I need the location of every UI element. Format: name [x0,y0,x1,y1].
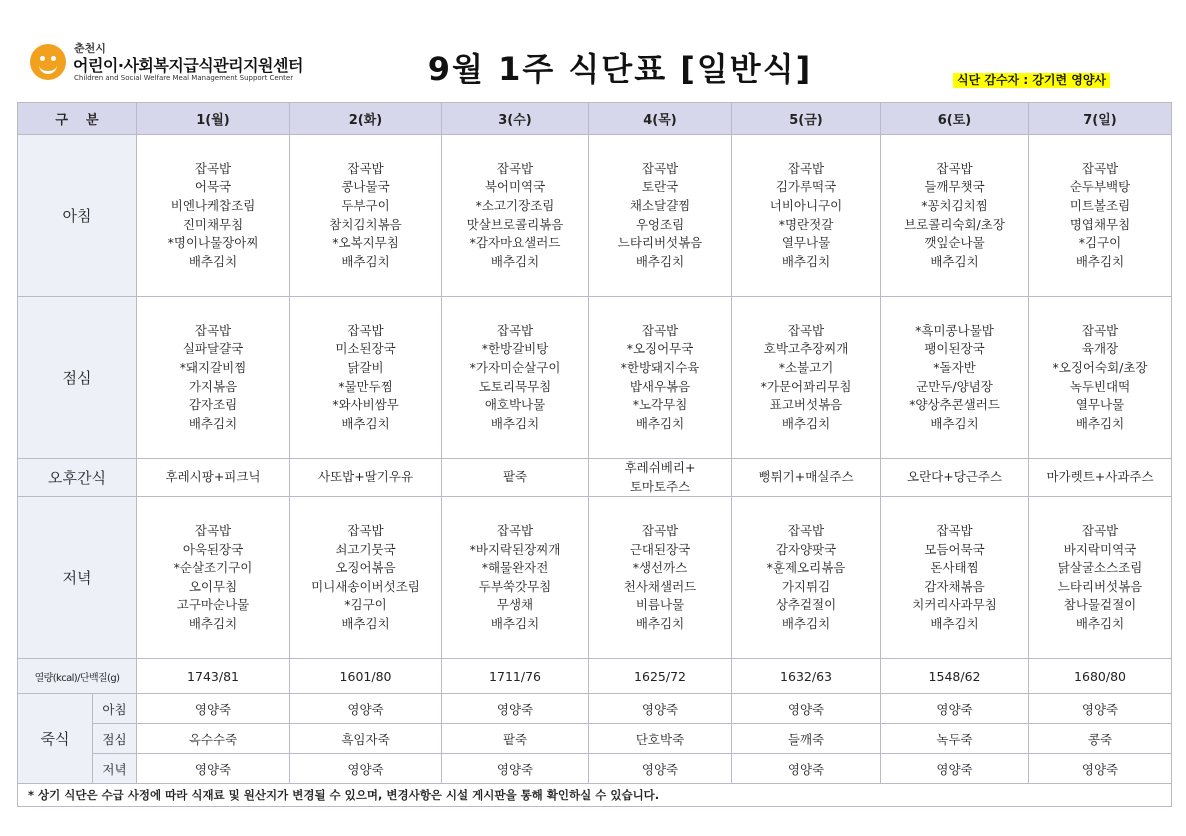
menu-cell [137,459,290,497]
menu-cell [137,135,290,297]
menu-item: 도토리묵무침 [478,378,552,394]
menu-cell [442,297,589,459]
page-title: 9월 1주 식단표 [일반식] [427,50,813,88]
menu-item: 어묵국 [194,179,232,195]
menu-item: 잡곡밥 [194,160,232,176]
menu-item: 진미채무침 [182,216,244,232]
menu-item: 마가렛트+사과주스 [1046,469,1154,485]
menu-item: 콩나물국 [341,179,390,195]
menu-item: 배추김치 [490,615,540,631]
menu-cell [1029,135,1172,297]
menu-item: 배추김치 [188,253,238,269]
menu-item: *물만두찜 [338,378,393,394]
menu-item: 잡곡밥 [641,522,679,538]
menu-item: 실파달걀국 [182,341,244,357]
center-logo [30,40,320,92]
division-header: 구 분 [18,103,137,135]
porridge-cell: 영양죽 [137,694,290,724]
menu-supervisor: 식단 감수자 : 강기련 영양사 [953,73,1110,88]
menu-item: 잡곡밥 [194,322,232,338]
menu-item: *바지락된장찌개 [469,541,561,557]
logo-english-name: Children and Social Welfare Meal Management Support Center [74,74,294,82]
menu-item: 두부쑥갓무침 [478,578,552,594]
menu-item: 애호박나물 [484,397,546,413]
menu-cell [137,497,290,659]
menu-item: 군만두/양념장 [916,378,993,394]
menu-item: 아욱된장국 [182,541,244,557]
menu-item: 배추김치 [341,253,390,269]
nutrition-row [18,659,1172,694]
menu-item: 잡곡밥 [787,160,825,176]
menu-cell [290,297,442,459]
menu-cell [589,135,732,297]
day-header: 5(금) [732,103,881,135]
menu-item: 채소달걀찜 [629,197,691,213]
menu-item: 배추김치 [930,615,979,631]
menu-item: 근대된장국 [629,541,691,557]
menu-item: 돈사태찜 [930,560,979,576]
menu-item: 잡곡밥 [787,522,825,538]
menu-item: 잡곡밥 [347,522,384,538]
menu-item: *김구이 [344,597,387,613]
menu-item: *노각무침 [632,397,688,413]
menu-item: 가지볶음 [188,378,238,394]
menu-cell [881,135,1029,297]
menu-item: 배추김치 [930,415,979,431]
menu-cell [442,459,589,497]
porridge-cell: 영양죽 [1029,754,1172,784]
menu-item: 후레쉬베리+ [624,460,696,475]
nutrition-value: 1625/72 [589,659,732,694]
menu-item: 천사채샐러드 [623,578,697,594]
lunch-row-label: 점심 [18,297,137,459]
menu-item: 명엽채무침 [1069,216,1131,232]
day-header: 4(목) [589,103,732,135]
menu-item: *순살조기구이 [173,560,253,576]
menu-item: 미소된장국 [335,341,396,357]
menu-cell [881,497,1029,659]
day-header: 3(수) [442,103,589,135]
menu-item: *한방돼지수육 [620,359,700,375]
menu-item: *오복지무침 [332,235,399,251]
menu-item: 감자양팟국 [775,541,837,557]
menu-cell [589,297,732,459]
menu-item: 미트볼조림 [1069,197,1131,213]
porridge-cell: 영양죽 [442,754,589,784]
menu-item: *양상추콘샐러드 [909,397,1000,413]
menu-item: 잡곡밥 [787,322,825,338]
porridge-cell: 영양죽 [290,754,442,784]
menu-item: 배추김치 [781,415,831,431]
menu-item: *와사비쌈무 [332,397,399,413]
porridge-meal-label: 저녁 [93,754,137,784]
snack-row [18,459,1172,497]
menu-item: 배추김치 [341,615,390,631]
menu-item: 토마토주스 [629,478,691,494]
menu-item: 배추김치 [1075,415,1125,431]
menu-item: 밥새우볶음 [629,378,691,394]
menu-item: 표고버섯볶음 [769,397,843,413]
menu-item: *소불고기 [778,359,834,375]
menu-item: 배추김치 [1075,615,1125,631]
menu-cell [290,135,442,297]
menu-item: *돌자반 [933,359,976,375]
menu-item: 상추겉절이 [775,597,837,613]
menu-item: 치커리사과무침 [912,597,997,613]
breakfast-row-label: 아침 [18,135,137,297]
day-header: 7(일) [1029,103,1172,135]
menu-item: *감자마요샐러드 [469,235,561,251]
footnote: * 상기 식단은 수급 사정에 따라 식재료 및 원산지가 변경될 수 있으며, 변경사항은 시설 게시판을 통해 확인하실 수 있습니다. [18,784,1172,807]
menu-item: *훈제오리볶음 [766,560,846,576]
menu-item: 잡곡밥 [936,160,973,176]
porridge-cell: 영양죽 [881,754,1029,784]
menu-cell [732,459,881,497]
menu-item: *돼지갈비찜 [179,359,247,375]
menu-item: *꽁치김치찜 [921,197,988,213]
porridge-cell: 녹두죽 [881,724,1029,754]
menu-cell [881,459,1029,497]
nutrition-value: 1743/81 [137,659,290,694]
menu-item: 열무나물 [1075,397,1125,413]
menu-item: 오이무침 [188,578,238,594]
menu-item: 잡곡밥 [496,160,534,176]
menu-item: 잡곡밥 [496,522,534,538]
menu-item: 잡곡밥 [1081,160,1119,176]
smile-logo-icon [30,44,66,80]
porridge-cell: 영양죽 [732,694,881,724]
porridge-cell: 콩죽 [1029,724,1172,754]
porridge-cell: 단호박죽 [589,724,732,754]
menu-item: 모듬어묵국 [924,541,985,557]
dinner-row-label: 저녁 [18,497,137,659]
menu-item: 배추김치 [188,415,238,431]
menu-item: 토란국 [641,179,679,195]
porridge-cell: 영양죽 [589,754,732,784]
menu-item: 녹두빈대떡 [1069,378,1131,394]
menu-item: 깻잎순나물 [924,235,985,251]
menu-item: 사또밥+딸기우유 [318,469,414,485]
menu-item: *소고기장조림 [475,197,555,213]
menu-item: 잡곡밥 [641,322,679,338]
menu-item: 맛살브로콜리볶음 [466,216,564,232]
menu-item: *명란젓갈 [778,216,834,232]
porridge-cell: 영양죽 [1029,694,1172,724]
menu-cell [290,459,442,497]
menu-cell [290,497,442,659]
footnote-row [18,784,1172,807]
menu-item: 고구마순나물 [176,597,250,613]
menu-item: *흑미콩나물밥 [915,322,994,338]
menu-item: 잡곡밥 [936,522,973,538]
nutrition-value: 1632/63 [732,659,881,694]
porridge-cell: 영양죽 [589,694,732,724]
dinner-row [18,497,1172,659]
menu-item: 느타리버섯볶음 [617,235,703,251]
menu-item: *가문어꽈리무침 [760,378,852,394]
menu-cell [881,297,1029,459]
menu-item: 북어미역국 [484,179,546,195]
menu-item: 느타리버섯볶음 [1057,578,1143,594]
menu-item: 배추김치 [490,415,540,431]
menu-item: 배추김치 [930,253,979,269]
nutrition-value: 1601/80 [290,659,442,694]
menu-item: 잡곡밥 [1081,522,1119,538]
menu-item: 잡곡밥 [347,160,384,176]
menu-item: 배추김치 [188,615,238,631]
menu-item: *김구이 [1078,235,1122,251]
menu-item: *생선까스 [632,560,688,576]
menu-item: 배추김치 [635,253,685,269]
menu-item: 잡곡밥 [1081,322,1119,338]
menu-cell [1029,459,1172,497]
logo-center-name: 어린이·사회복지급식관리지원센터 [73,56,303,75]
porridge-cell: 영양죽 [881,694,1029,724]
menu-item: 호박고추장찌개 [763,341,849,357]
menu-item: 닭살굴소스조림 [1057,560,1143,576]
menu-item: 잡곡밥 [641,160,679,176]
menu-item: 가지튀김 [781,578,831,594]
menu-item: 배추김치 [781,615,831,631]
menu-item: 오징어볶음 [335,560,396,576]
menu-cell [732,497,881,659]
menu-cell [1029,297,1172,459]
menu-cell [442,135,589,297]
menu-item: 참치김치볶음 [329,216,402,232]
menu-item: 잡곡밥 [496,322,534,338]
porridge-meal-label: 아침 [93,694,137,724]
menu-item: 후레시팡+피크닉 [165,469,261,485]
menu-item: 비엔나케찹조림 [170,197,256,213]
menu-item: *명이나물장아찌 [167,235,259,251]
menu-item: 오란다+당근주스 [907,469,1003,485]
nutrition-value: 1548/62 [881,659,1029,694]
menu-item: *해물완자전 [481,560,549,576]
menu-item: 미니새송이버섯조림 [311,578,420,594]
porridge-cell: 흑임자죽 [290,724,442,754]
day-header: 1(월) [137,103,290,135]
menu-item: 팥죽 [502,469,528,485]
menu-item: 두부구이 [341,197,390,213]
menu-item: 들깨무챗국 [924,179,985,195]
menu-item: 배추김치 [341,415,390,431]
menu-item: 감자채볶음 [924,578,985,594]
menu-item: *오징어무국 [626,341,694,357]
nutrition-label: 열량(kcal)/단백질(g) [18,659,137,694]
porridge-dinner-row [18,754,1172,784]
day-header: 2(화) [290,103,442,135]
menu-item: 바지락미역국 [1063,541,1137,557]
porridge-breakfast-row [18,694,1172,724]
menu-cell [732,297,881,459]
porridge-cell: 영양죽 [290,694,442,724]
porridge-cell: 영양죽 [137,754,290,784]
menu-item: 무생채 [496,597,534,613]
menu-item: 열무나물 [781,235,831,251]
menu-item: *한방갈비탕 [481,341,549,357]
menu-item: 쇠고기뭇국 [335,541,396,557]
menu-cell [442,497,589,659]
menu-item: 배추김치 [490,253,540,269]
menu-item: *가자미순살구이 [469,359,561,375]
porridge-cell: 영양죽 [442,694,589,724]
weekly-menu-table [17,102,1172,807]
menu-item: 닭갈비 [347,359,384,375]
menu-item: 비름나물 [635,597,685,613]
header-row [18,103,1172,135]
menu-item: 우엉조림 [635,216,685,232]
menu-item: 배추김치 [1075,253,1125,269]
menu-item: 배추김치 [635,615,685,631]
porridge-lunch-row [18,724,1172,754]
menu-item: 팽이된장국 [924,341,985,357]
menu-item: 배추김치 [781,253,831,269]
porridge-cell: 영양죽 [732,754,881,784]
menu-item: 순두부백탕 [1069,179,1131,195]
menu-item: *오징어숙회/초장 [1052,359,1148,375]
porridge-cell: 들깨죽 [732,724,881,754]
porridge-label: 죽식 [18,694,93,784]
porridge-cell: 팥죽 [442,724,589,754]
menu-cell [137,297,290,459]
breakfast-row [18,135,1172,297]
menu-item: 김가루떡국 [775,179,837,195]
snack-row-label: 오후간식 [18,459,137,497]
menu-item: 배추김치 [635,415,685,431]
menu-item: 브로콜리숙회/초장 [904,216,1005,232]
porridge-meal-label: 점심 [93,724,137,754]
menu-item: 육개장 [1081,341,1119,357]
menu-item: 잡곡밥 [194,522,232,538]
menu-cell [589,459,732,497]
porridge-cell: 옥수수죽 [137,724,290,754]
menu-item: 너비아니구이 [769,197,843,213]
nutrition-value: 1711/76 [442,659,589,694]
menu-cell [589,497,732,659]
menu-item: 참나물겉절이 [1063,597,1137,613]
menu-item: 잡곡밥 [347,322,384,338]
menu-cell [732,135,881,297]
lunch-row [18,297,1172,459]
menu-item: 감자조림 [188,397,238,413]
logo-city: 춘천시 [74,42,106,55]
menu-cell [1029,497,1172,659]
nutrition-value: 1680/80 [1029,659,1172,694]
day-header: 6(토) [881,103,1029,135]
menu-item: 뻥튀기+매실주스 [758,469,854,485]
